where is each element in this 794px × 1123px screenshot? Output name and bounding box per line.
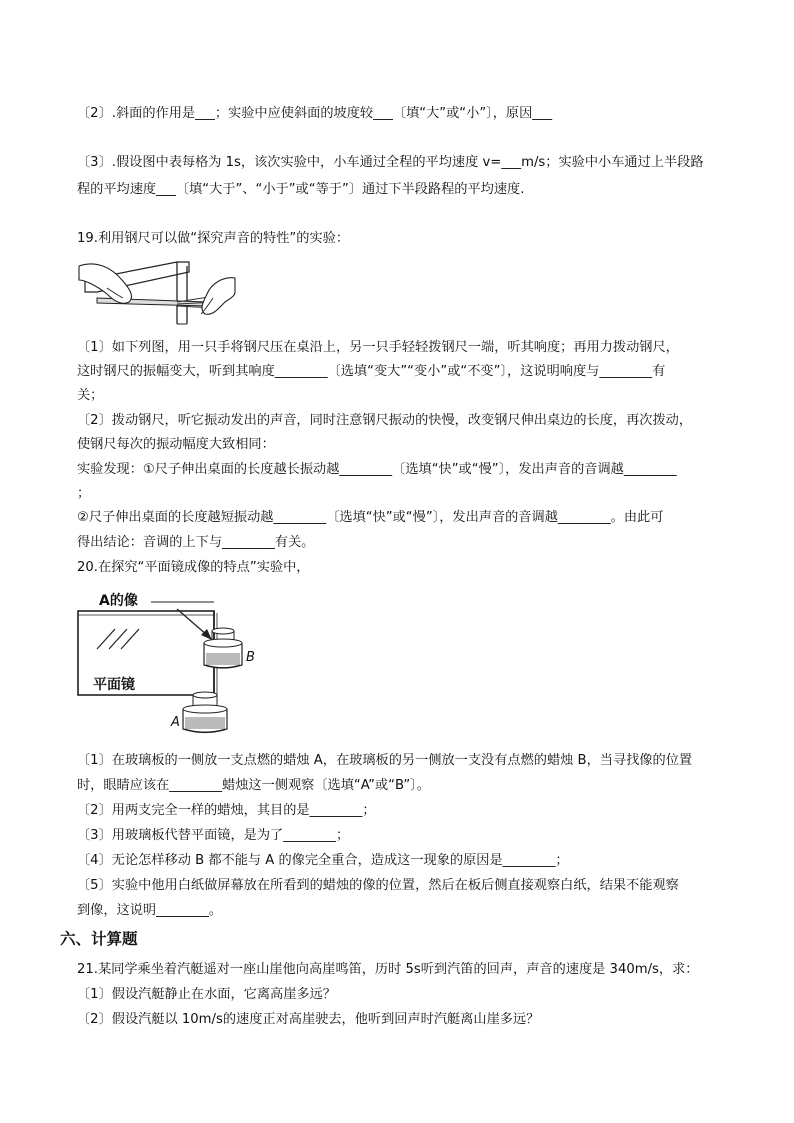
plane-mirror-figure (77, 591, 277, 737)
q19-part2-line6: 得出结论：音调的上下与________有关。 (77, 535, 315, 550)
mirror-label: 平面镜 (93, 677, 135, 693)
q19-part1-line1: 〔1〕如下列图，用一只手将钢尺压在桌沿上，另一只手轻轻拨钢尺一端，听其响度；再用力拨动钢尺， (77, 340, 679, 355)
q19-part2-line1: 〔2〕拨动钢尺，听它振动发出的声音，同时注意钢尺振动的快慢，改变钢尺伸出桌边的长度，再次拨动， (77, 413, 693, 428)
q20-part5-line2: 到像，这说明________。 (77, 903, 223, 918)
q18-part2: 〔2〕.斜面的作用是___；实验中应使斜面的坡度较___〔填“大”或“小”〕，原因___ (77, 106, 553, 121)
section-heading: 六、计算题 (60, 930, 138, 948)
q19-part1-line2: 这时钢尺的振幅变大，听到其响度________〔选填“变大”“变小”或“不变”〕，这说明响度与________有 (77, 364, 666, 379)
candle-a-label: A (171, 715, 180, 730)
image-label: A的像 (99, 593, 138, 609)
ruler-experiment-figure (77, 258, 237, 326)
q20-part1-line1: 〔1〕在玻璃板的一侧放一支点燃的蜡烛 A，在玻璃板的另一侧放一支没有点燃的蜡烛 B，当寻找像的位置 (77, 753, 693, 768)
q19-part1-line3: 关； (77, 388, 104, 403)
q20-part2: 〔2〕用两支完全一样的蜡烛，其目的是________； (77, 803, 376, 818)
q21-part1: 〔1〕假设汽艇静止在水面，它离高崖多远？ (77, 987, 336, 1002)
q20-part5-line1: 〔5〕实验中他用白纸做屏幕放在所看到的蜡烛的像的位置，然后在板后侧直接观察白纸，结果不能观察 (77, 878, 679, 893)
q19-part2-line4: ； (77, 486, 91, 501)
q19-title: 19.利用钢尺可以做“探究声音的特性”的实验： (77, 231, 350, 246)
q21-part2: 〔2〕假设汽艇以 10m/s的速度正对高崖驶去，他听到回声时汽艇离山崖多远？ (77, 1012, 540, 1027)
q19-part2-line5: ②尺子伸出桌面的长度越短振动越________〔选填“快”或“慢”〕，发出声音的音调越________。由此可 (77, 510, 664, 525)
q19-part2-line3: 实验发现：①尺子伸出桌面的长度越长振动越________〔选填“快”或“慢”〕，发出声音的音调越________ (77, 462, 677, 477)
q20-part3: 〔3〕用玻璃板代替平面镜，是为了________； (77, 828, 350, 843)
q20-title: 20.在探究“平面镜成像的特点”实验中， (77, 560, 310, 575)
candle-b-label: B (246, 650, 255, 665)
q20-part1-line2: 时，眼睛应该在________蜡烛这一侧观察〔选填“A”或“B”〕。 (77, 778, 430, 793)
q21-title: 21.某同学乘坐着汽艇遥对一座山崖他向高崖鸣笛，历时 5s听到汽笛的回声，声音的速度是 340m/s，求： (77, 962, 699, 977)
q20-part4: 〔4〕无论怎样移动 B 都不能与 A 的像完全重合，造成这一现象的原因是________； (77, 853, 569, 868)
q19-part2-line2: 使钢尺每次的振动幅度大致相同： (77, 437, 275, 452)
q18-part3-line1: 〔3〕.假设图中表每格为 1s，该次实验中，小车通过全程的平均速度 v=___m/s；实验中小车通过上半段路 (77, 155, 704, 170)
q18-part3-line2: 程的平均速度___〔填“大于”、“小于”或“等于”〕通过下半段路程的平均速度. (77, 182, 525, 197)
